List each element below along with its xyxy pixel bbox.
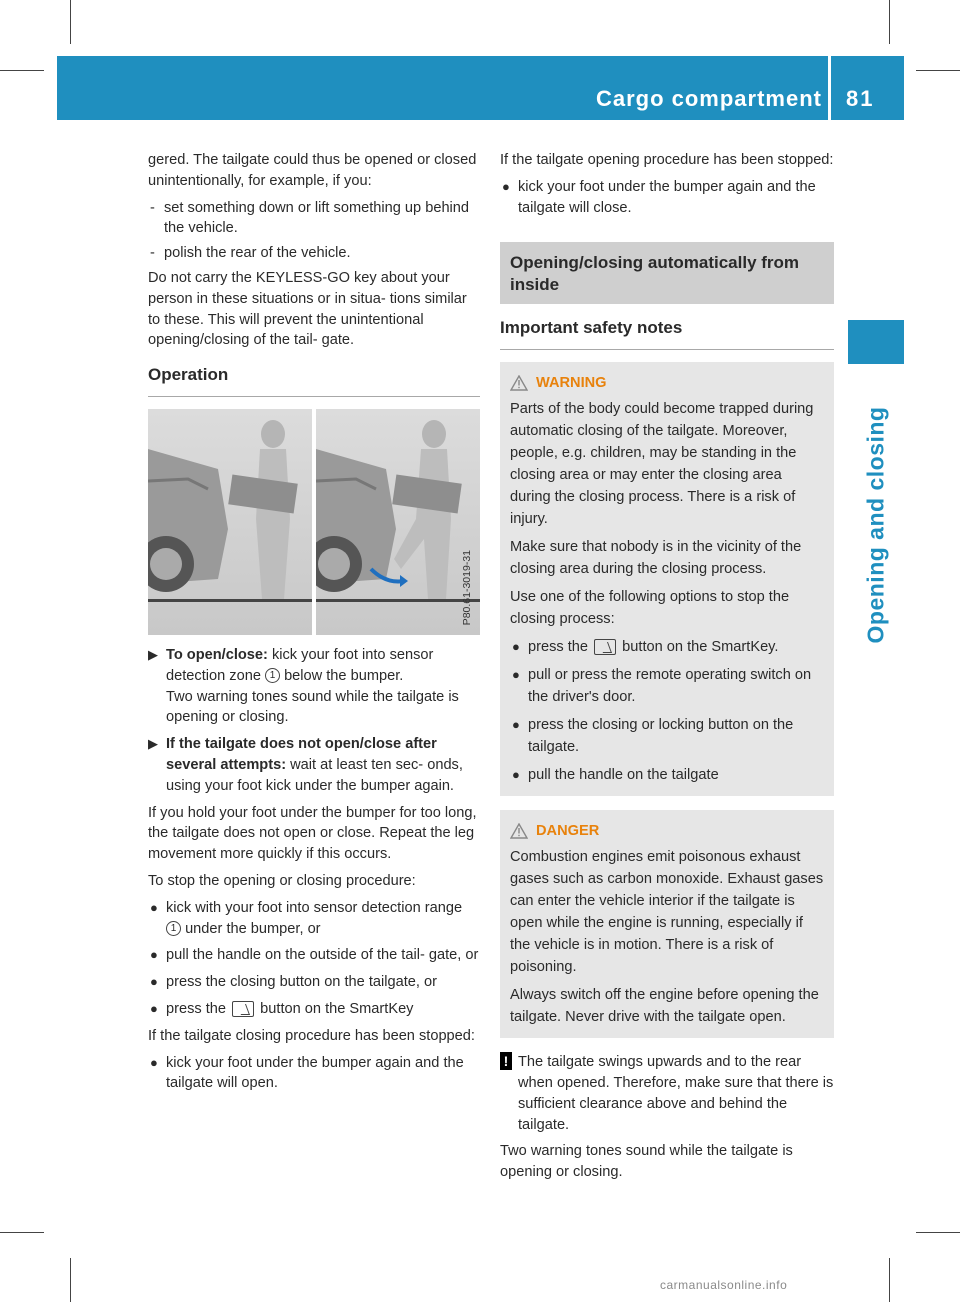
callout-number-icon: 1 — [265, 668, 280, 683]
danger-text: Combustion engines emit poisonous exhaust gases such as carbon monoxide. Exhaust gases can enter the vehicle interior if the tailgate is open while the engine is running, especially if the vehicle is in motion. There is a risk of poisoning. — [510, 849, 824, 976]
warning-text: Make sure that nobody is in the vicinity of the closing area during the closing process. — [510, 539, 802, 578]
figure-id: P80.61-3019-31 — [461, 549, 474, 625]
page-title: Cargo compartment — [595, 86, 822, 111]
illustration-panel-standing — [148, 409, 312, 635]
crop-mark — [0, 70, 44, 71]
step-arrow-icon: ▶ — [148, 646, 158, 662]
intro-text: gered. The tailgate could thus be opened or closed unintentionally, for example, if you: — [148, 152, 477, 189]
section-heading-operation: Operation — [148, 365, 480, 397]
paragraph: If the tailgate closing procedure has been stopped: — [148, 1027, 475, 1044]
list-item: - set something down or lift something up behind the vehicle. — [150, 199, 470, 237]
list-item: ● press the closing button on the tailgate, or — [150, 974, 437, 991]
list-item: ● kick with your foot into sensor detection range 1 under the bumper, or — [150, 899, 463, 937]
warning-title: WARNING — [510, 372, 824, 394]
note-item: ! The tailgate swings upwards and to the rear when opened. Therefore, make sure that there is sufficient clearance above and behind the tailgate. — [500, 1052, 834, 1135]
crop-mark — [0, 1232, 44, 1233]
watermark: carmanualsonline.info — [660, 1278, 788, 1292]
side-tab — [848, 380, 904, 670]
crop-mark — [916, 70, 960, 71]
danger-box — [500, 810, 834, 1038]
list-item: ● pull the handle on the tailgate — [512, 767, 719, 784]
list-item: - polish the rear of the vehicle. — [150, 245, 351, 262]
paragraph: Two warning tones sound while the tailgate is opening or closing. — [500, 1143, 793, 1181]
intro-text-2: Do not carry the KEYLESS-GO key about your person in these situations or in situa- tions similar to these. This will prevent the unintentional opening/closing of the tail- gate. — [148, 269, 467, 349]
list-item: ● pull the handle on the outside of the tail- gate, or — [150, 947, 479, 964]
operation-illustration — [148, 409, 480, 635]
illustration-panel-kicking — [316, 409, 480, 635]
warning-text: Use one of the following options to stop the closing process: — [510, 589, 790, 628]
crop-mark — [889, 1258, 890, 1302]
crop-mark — [70, 0, 71, 44]
exclamation-icon: ! — [500, 1052, 512, 1070]
page-number: 81 — [846, 86, 875, 111]
step-arrow-icon: ▶ — [148, 736, 158, 752]
warning-box — [500, 362, 834, 796]
crop-mark — [889, 0, 890, 44]
car-person-kick-illustration — [316, 409, 480, 635]
list-item: ● pull or press the remote operating switch on the driver's door. — [512, 667, 812, 706]
step-item: ▶ To open/close: kick your foot into sensor detection zone 1 below the bumper. Two warning tones sound while the tailgate is opening or closing. — [148, 646, 459, 726]
subsection-heading-safety: Important safety notes — [500, 318, 834, 350]
car-person-illustration — [148, 409, 312, 635]
left-column — [148, 150, 480, 1100]
header-divider — [828, 56, 831, 120]
warning-triangle-icon — [510, 823, 528, 839]
warning-text: Parts of the body could become trapped during automatic closing of the tailgate. Moreover, people, e.g. children, may be standing in the closing area or may enter the closing area during the closing process. There is a risk of injury. — [510, 401, 814, 528]
crop-mark — [70, 1258, 71, 1302]
tailgate-button-icon — [594, 639, 616, 655]
callout-number-icon: 1 — [166, 921, 181, 936]
step-item: ▶ If the tailgate does not open/close after several attempts: wait at least ten sec- onds, using your foot kick under the bumper again. — [148, 736, 463, 794]
danger-text: Always switch off the engine before opening the tailgate. Never drive with the tailgate open. — [510, 987, 819, 1026]
danger-title: DANGER — [510, 820, 824, 842]
tailgate-button-icon — [232, 1001, 254, 1017]
warning-triangle-icon — [510, 375, 528, 391]
paragraph: To stop the opening or closing procedure: — [148, 872, 416, 889]
paragraph: If the tailgate opening procedure has been stopped: — [500, 152, 834, 168]
list-item: ● press the closing or locking button on the tailgate. — [512, 717, 794, 756]
list-item: ● kick your foot under the bumper again and the tailgate will close. — [502, 178, 816, 216]
paragraph: If you hold your foot under the bumper for too long, the tailgate does not open or close. Repeat the leg movement more quickly if this occurs. — [148, 804, 477, 863]
right-column — [500, 150, 834, 1189]
side-tab-marker — [848, 320, 904, 364]
crop-mark — [916, 1232, 960, 1233]
list-item: ● kick your foot under the bumper again and the tailgate will open. — [150, 1054, 464, 1092]
section-heading-inside: Opening/closing automatically from inside — [500, 242, 834, 304]
list-item: ● press the button on the SmartKey. — [512, 639, 779, 656]
list-item: ● press the button on the SmartKey — [150, 1000, 414, 1017]
side-tab-label: Opening and closing — [862, 406, 889, 644]
